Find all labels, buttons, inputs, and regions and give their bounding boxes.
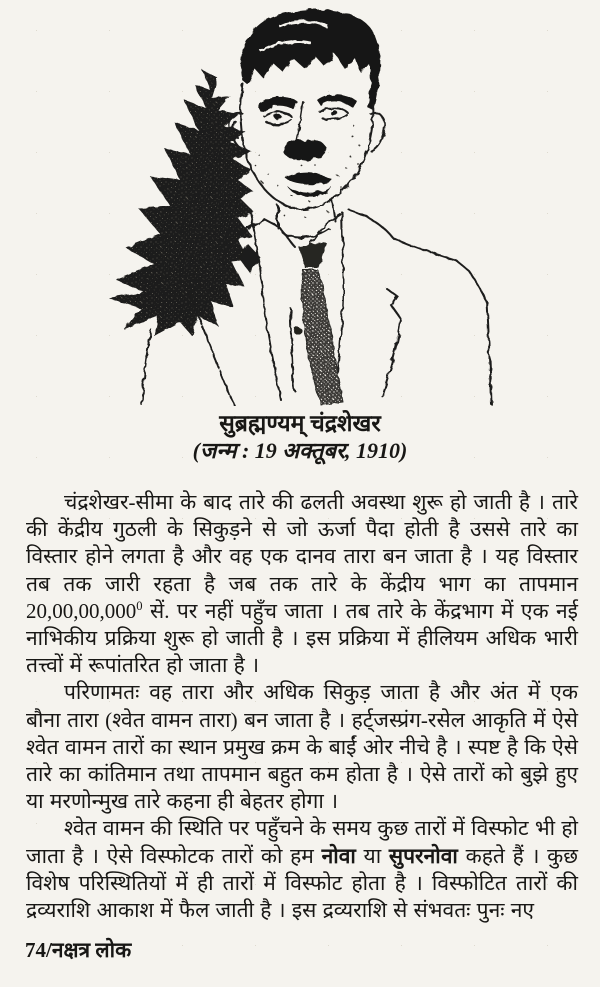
paragraph-white-dwarf: परिणामतः वह तारा और अधिक सिकुड़ जाता है और अंत में एक बौना तारा (श्वेत वामन तारा) बन जाता है । हर्ट्जस्प्रंग-रसेल आकृति में ऐसे श्वेत वामन तारों का स्थान प्रमुख क्रम के बाईं ओर नीचे है । स्पष्ट है कि ऐसे तारे का कांतिमान तथा तापमान बहुत कम होता है । ऐसे तारों को बुझे हुए या मरणोन्मुख तारे कहना ही बेहतर होगा । [26, 680, 578, 814]
page-footer [25, 936, 131, 964]
shirt-button [294, 327, 302, 335]
ink-shadow-blob [108, 70, 261, 336]
body-text [26, 489, 578, 924]
right-eye [331, 110, 337, 116]
paragraph-chandrasekhar-limit: चंद्रशेखर-सीमा के बाद तारे की ढलती अवस्था शुरू हो जाती है । तारे की केंद्रीय गुठली के सिकुड़ने से जो ऊर्जा पैदा होती है उससे तारे का विस्तार होने लगता है और वह एक दानव तारा बन जाता है । यह विस्तार तब तक जारी रहता है जब तक तारे के केंद्रीय भाग का तापमान 20,00,00,000$^0$ सें. पर नहीं पहुँच जाता । तब तारे के केंद्रभाग में एक नई नाभिकीय प्रक्रिया शुरू हो जाती है । इस प्रक्रिया में हीलियम अधिक भारी तत्त्वों में रूपांतरित हो जाता है । [26, 490, 578, 678]
portrait-sketch [80, 6, 520, 406]
caption-birth-date: (जन्म : 19 अक्तूबर, 1910) [192, 438, 408, 463]
tie [294, 243, 343, 405]
portrait-caption [0, 410, 600, 464]
left-eyebrow [257, 97, 297, 112]
upper-lip [285, 173, 333, 185]
portrait [80, 6, 520, 406]
stipple-shading [255, 125, 361, 219]
nose [283, 140, 326, 161]
right-eyebrow [317, 94, 357, 108]
caption-name: सुब्रह्मण्यम् चंद्रशेखर [219, 411, 381, 436]
footer-page-number: 74/नक्षत्र लोक [25, 938, 132, 962]
hair [241, 10, 381, 110]
paragraph-nova-supernova: श्वेत वामन की स्थिति पर पहुँचने के समय कुछ तारों में विस्फोट भी हो जाता है । ऐसे विस्फोटक तारों को हम नोवा या सुपरनोवा कहते हैं । कुछ विशेष परिस्थितियों में ही तारों में विस्फोट होता है । विस्फोटित तारों की द्रव्यराशि आकाश में फैल जाती है । इस द्रव्यराशि से संभवतः पुनः नए [26, 816, 579, 923]
left-eye [275, 114, 281, 120]
lower-lip [287, 186, 331, 197]
